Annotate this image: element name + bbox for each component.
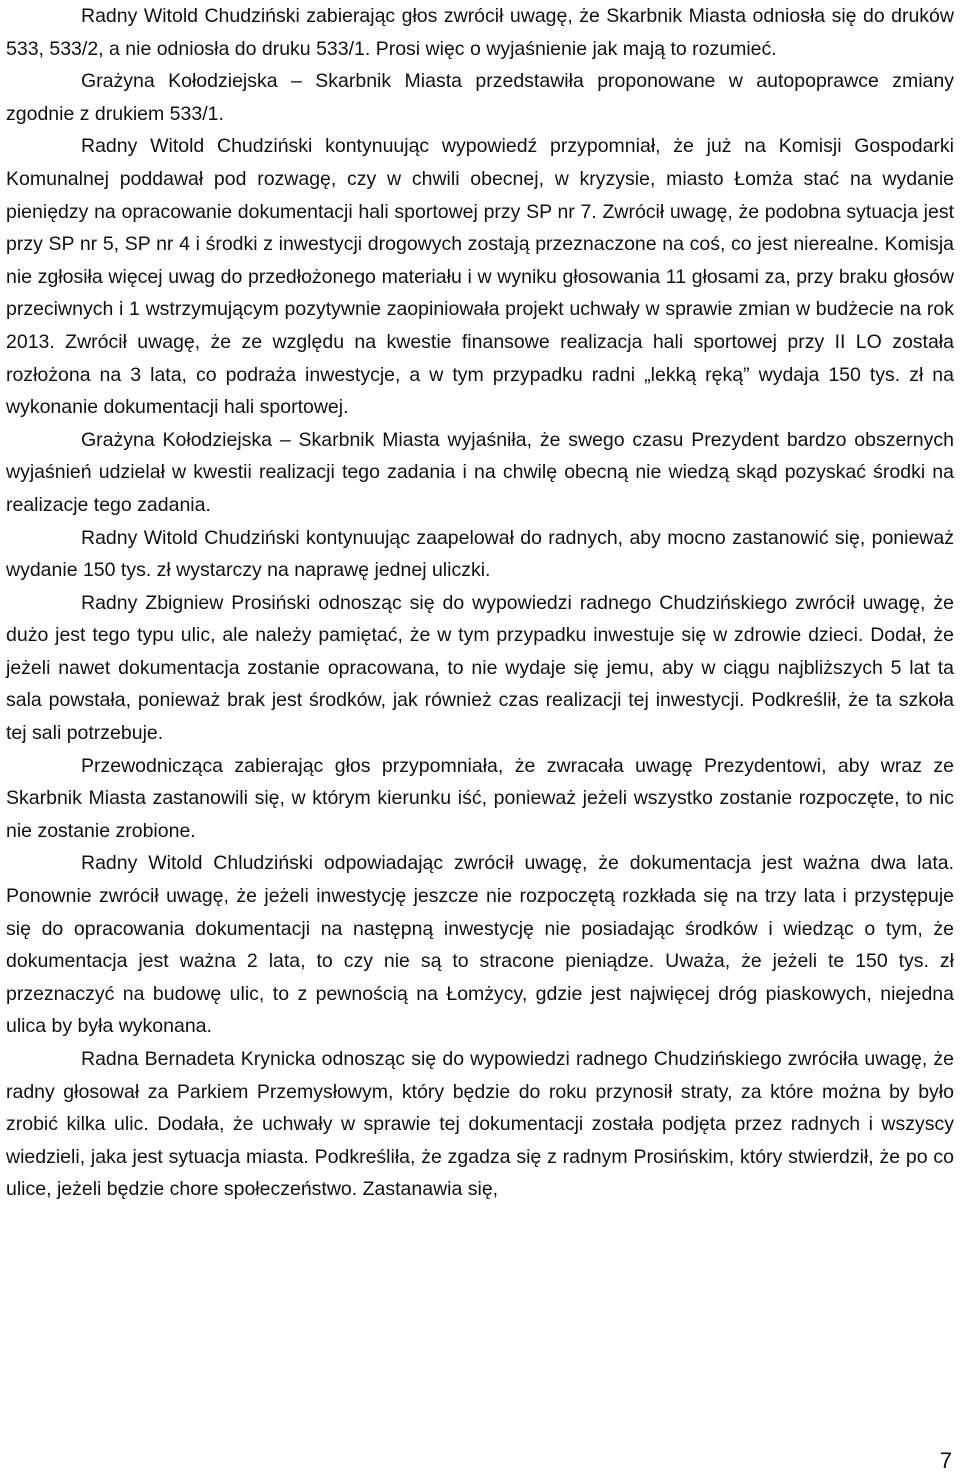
paragraph: Radny Witold Chudziński kontynuując wypowiedź przypomniał, że już na Komisji Gospodarki Komunalnej poddawał pod rozwagę, czy w chwili obecnej, w kryzysie, miasto Łomża stać na wydanie pieniędzy na opracowanie dokumentacji hali sportowej przy SP nr 7. Zwrócił uwagę, że podobna sytuacja jest przy SP nr 5, SP nr 4 i środki z inwestycji drogowych zostają przeznaczone na coś, co jest nierealne. Komisja nie zgłosiła więcej uwag do przedłożonego materiału i w wyniku głosowania 11 głosami za, przy braku głosów przeciwnych i 1 wstrzymującym pozytywnie zaopiniowała projekt uchwały w sprawie zmian w budżecie na rok 2013. Zwrócił uwagę, że ze względu na kwestie finansowe realizacja hali sportowej przy II LO została rozłożona na 3 lata, co podraża inwestycje, a w tym przypadku radni „lekką ręką” wydaja 150 tys. zł na wykonanie dokumentacji hali sportowej. xyxy=(6,135,954,419)
page-number: 7 xyxy=(939,1448,952,1473)
paragraph: Przewodnicząca zabierając głos przypomniała, że zwracała uwagę Prezydentowi, aby wraz ze Skarbnik Miasta zastanowili się, w którym kierunku iść, ponieważ jeżeli wszystko zostanie rozpoczęte, to nic nie zostanie zrobione. xyxy=(6,754,954,842)
paragraph: Radny Witold Chudziński zabierając głos zwrócił uwagę, że Skarbnik Miasta odniosła się do druków 533, 533/2, a nie odniosła do druku 533/1. Prosi więc o wyjaśnienie jak mają to rozumieć. xyxy=(6,5,954,60)
paragraph: Radny Zbigniew Prosiński odnosząc się do wypowiedzi radnego Chudzińskiego zwrócił uwagę, że dużo jest tego typu ulic, ale należy pamiętać, że w tym przypadku inwestuje się w zdrowie dzieci. Dodał, że jeżeli nawet dokumentacja zostanie opracowana, to nie wydaje się jemu, aby w ciągu najbliższych 5 lat ta sala powstała, ponieważ brak jest środków, jak również czas realizacji tej inwestycji. Podkreślił, że ta szkoła tej sali potrzebuje. xyxy=(6,591,954,745)
paragraph: Radny Witold Chudziński kontynuując zaapelował do radnych, aby mocno zastanowić się, ponieważ wydanie 150 tys. zł wystarczy na naprawę jednej uliczki. xyxy=(6,526,954,582)
document-page xyxy=(6,0,954,1206)
paragraph: Radna Bernadeta Krynicka odnosząc się do wypowiedzi radnego Chudzińskiego zwróciła uwagę, że radny głosował za Parkiem Przemysłowym, który będzie do roku przynosił straty, za które można by było zrobić kilka ulic. Dodała, że uchwały w sprawie tej dokumentacji została podjęta przez radnych i wszyscy wiedzieli, jaka jest sytuacja miasta. Podkreśliła, że zgadza się z radnym Prosińskim, który stwierdził, że po co ulice, jeżeli będzie chore społeczeństwo. Zastanawia się, xyxy=(6,1048,954,1201)
paragraph: Radny Witold Chludziński odpowiadając zwrócił uwagę, że dokumentacja jest ważna dwa lata. Ponownie zwrócił uwagę, że jeżeli inwestycję jeszcze nie rozpoczętą rozkłada się na trzy lata i przystępuje się do opracowania dokumentacji na następną inwestycję nie posiadając środków i wiedząc o tym, że dokumentacja jest ważna 2 lata, to czy nie są to stracone pieniądze. Uważa, że jeżeli te 150 tys. zł przeznaczyć na budowę ulic, to z pewnością na Łomżycy, gdzie jest najwięcej dróg piaskowych, niejedna ulica by była wykonana. xyxy=(6,852,954,1038)
paragraph: Grażyna Kołodziejska – Skarbnik Miasta wyjaśniła, że swego czasu Prezydent bardzo obszernych wyjaśnień udzielał w kwestii realizacji tego zadania i na chwilę obecną nie wiedzą skąd pozyskać środki na realizacje tego zadania. xyxy=(6,428,954,516)
paragraph: Grażyna Kołodziejska – Skarbnik Miasta przedstawiła proponowane w autopoprawce zmiany zgodnie z drukiem 533/1. xyxy=(6,70,954,125)
